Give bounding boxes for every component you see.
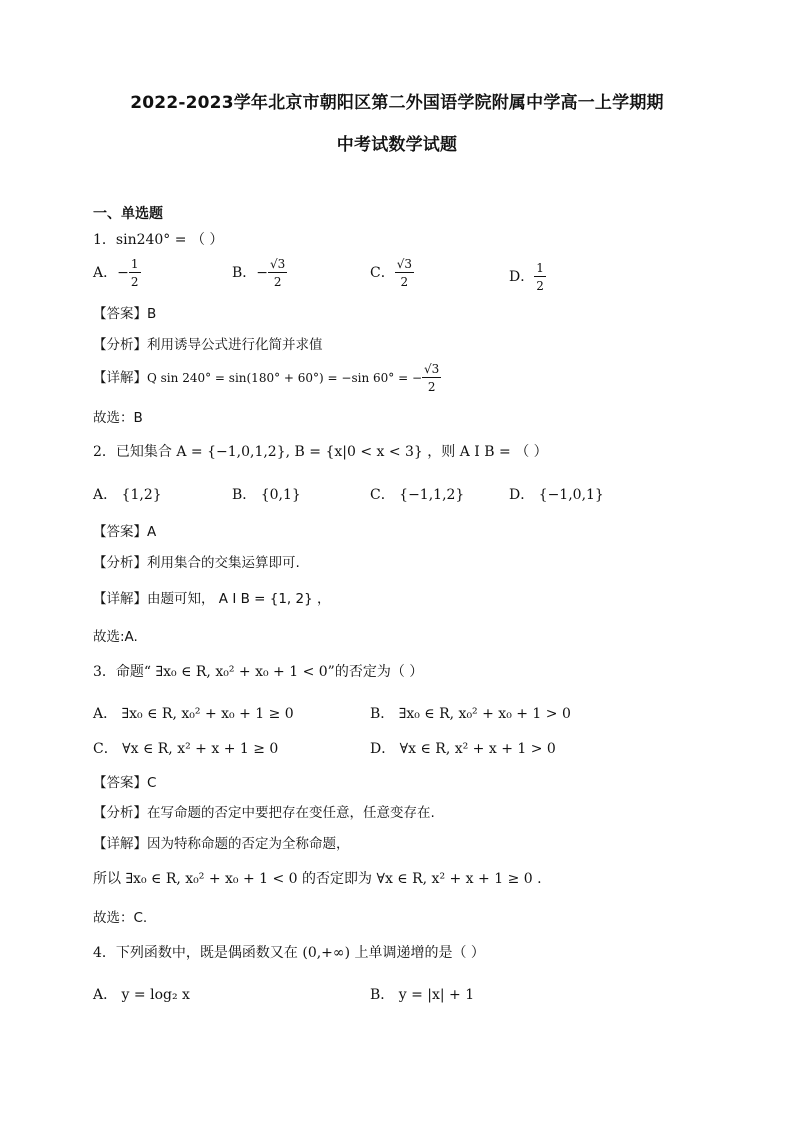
q1-detail: 【详解】Q sin 240° = sin(180° + 60°) = −sin 60° = − $\frac{√3}{2}$ bbox=[93, 362, 440, 394]
doc-title-line1: 2022-2023学年北京市朝阳区第二外国语学院附属中学高一上学期期 bbox=[130, 93, 664, 113]
q4-option-b: B． y = |x| + 1 bbox=[370, 987, 475, 1003]
q2-detail: 【详解】由题可知， A I B = {1, 2} ， bbox=[93, 591, 331, 607]
q4-option-a: A． y = log₂ x bbox=[93, 987, 190, 1003]
q3-option-c: C． ∀x ∈ R, x² + x + 1 ≥ 0 bbox=[93, 741, 279, 757]
q1-option-c: C． $\frac{√3}{2}$ bbox=[370, 257, 412, 289]
q2-option-c: C． {−1,1,2} bbox=[370, 487, 465, 503]
q2-option-d: D． {−1,0,1} bbox=[509, 487, 604, 503]
q3-detail-2: 所以 ∃x₀ ∈ R, x₀² + x₀ + 1 < 0 的否定即为 ∀x ∈ R, x² + x + 1 ≥ 0 . bbox=[93, 871, 542, 887]
q3-stem: 3．命题“ ∃x₀ ∈ R, x₀² + x₀ + 1 < 0”的否定为（ ） bbox=[93, 664, 424, 680]
q4-stem: 4．下列函数中，既是偶函数又在 (0,+∞) 上单调递增的是（ ） bbox=[93, 945, 485, 961]
q1-option-d: D． $\frac{1}{2}$ bbox=[509, 261, 544, 293]
q2-stem: 2．已知集合 A = {−1,0,1,2}, B = {x|0 < x < 3} ，则 A I B = （ ） bbox=[93, 444, 548, 460]
q2-answer: 【答案】A bbox=[93, 524, 157, 540]
q1-answer: 【答案】B bbox=[93, 306, 157, 322]
q2-analysis: 【分析】利用集合的交集运算即可. bbox=[93, 555, 300, 571]
q3-answer: 【答案】C bbox=[93, 775, 157, 791]
q2-option-b: B． {0,1} bbox=[232, 487, 301, 503]
q3-detail: 【详解】因为特称命题的否定为全称命题， bbox=[93, 836, 350, 852]
q2-choose: 故选:A. bbox=[93, 629, 138, 645]
q1-stem: 1．sin240° = （ ） bbox=[93, 232, 224, 248]
q1-option-b: B．− $\frac{√3}{2}$ bbox=[232, 257, 286, 289]
q3-option-a: A． ∃x₀ ∈ R, x₀² + x₀ + 1 ≥ 0 bbox=[93, 706, 294, 722]
doc-title-line2: 中考试数学试题 bbox=[336, 135, 458, 155]
q1-choose: 故选：B bbox=[93, 410, 143, 426]
q1-analysis: 【分析】利用诱导公式进行化简并求值 bbox=[93, 337, 323, 353]
q3-option-d: D． ∀x ∈ R, x² + x + 1 > 0 bbox=[370, 741, 556, 757]
section-heading: 一、单选题 bbox=[93, 206, 163, 222]
q3-analysis: 【分析】在写命题的否定中要把存在变任意，任意变存在. bbox=[93, 805, 435, 821]
q3-choose: 故选：C. bbox=[93, 910, 148, 926]
q2-option-a: A． {1,2} bbox=[93, 487, 162, 503]
q1-option-a: A．− $\frac{1}{2}$ bbox=[93, 257, 139, 289]
q3-option-b: B． ∃x₀ ∈ R, x₀² + x₀ + 1 > 0 bbox=[370, 706, 571, 722]
